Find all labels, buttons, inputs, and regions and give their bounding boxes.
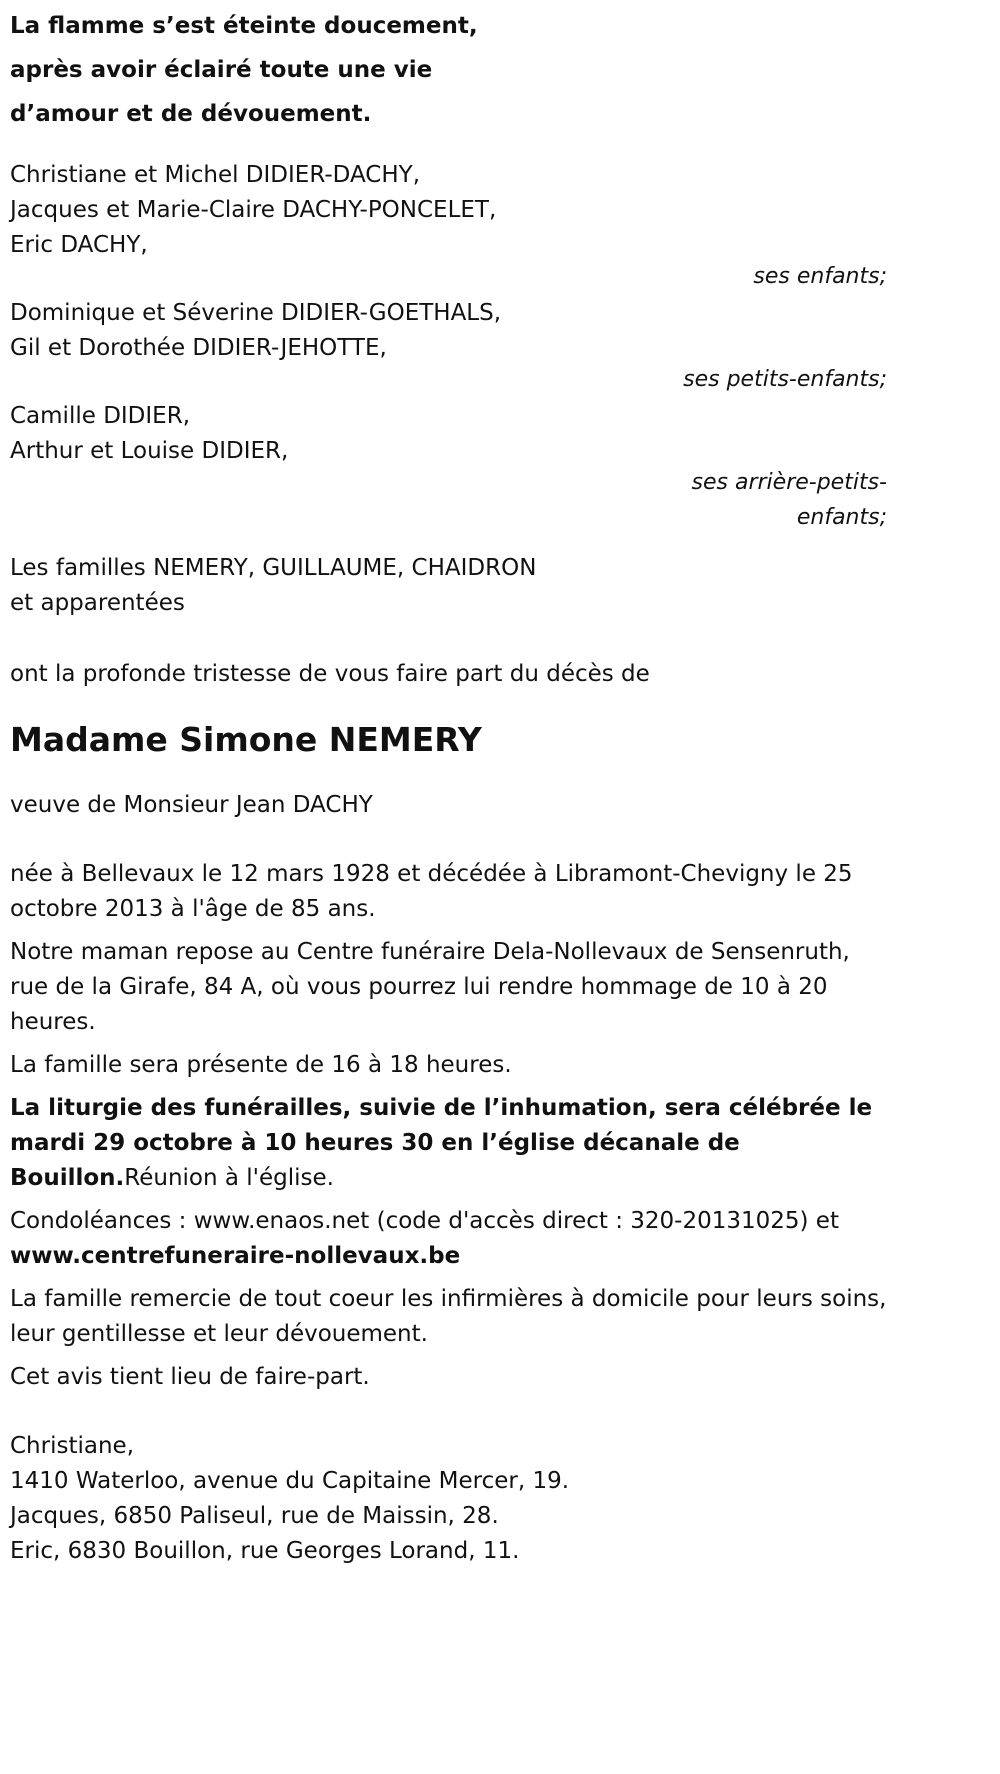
family-member: Dominique et Séverine DIDIER-GOETHALS, — [10, 300, 502, 326]
condolences — [10, 1204, 895, 1274]
families-line: Les familles NEMERY, GUILLAUME, CHAIDRON — [10, 555, 537, 581]
family-member: Jacques et Marie-Claire DACHY-PONCELET, — [10, 197, 497, 223]
family-member: Eric DACHY, — [10, 232, 148, 258]
notice: Cet avis tient lieu de faire-part. — [10, 1364, 370, 1390]
relationship-label: ses petits-enfants; — [683, 367, 887, 392]
address-line: 1410 Waterloo, avenue du Capitaine Mercer, 19. — [10, 1468, 570, 1494]
deceased-name: Madame Simone NEMERY — [10, 720, 482, 759]
birth-death-info: née à Bellevaux le 12 mars 1928 et décédée à Libramont-Chevigny le 25 octobre 2013 à l'âge de 85 ans. — [10, 861, 853, 922]
family-group-great-grandchildren — [10, 399, 895, 535]
condolences-text: Condoléances : www.enaos.net (code d'accès direct : 320-20131025) et — [10, 1208, 839, 1234]
funeral-details: La liturgie des funérailles, suivie de l’inhumation, sera célébrée le mardi 29 octobre à 10 heures 30 en l’église décanale de Bouillon. — [10, 1095, 873, 1191]
rest-location: Notre maman repose au Centre funéraire Dela-Nollevaux de Sensenruth, rue de la Girafe, 84 A, où vous pourrez lui rendre hommage de 10 à 20 heures. — [10, 939, 850, 1035]
widow-of: veuve de Monsieur Jean DACHY — [10, 792, 373, 818]
condolences-website-link[interactable]: www.centrefuneraire-nollevaux.be — [10, 1243, 461, 1269]
epigraph — [10, 4, 895, 136]
thanks: La famille remercie de tout coeur les infirmières à domicile pour leurs soins, leur gentillesse et leur dévouement. — [10, 1286, 887, 1347]
announcement: ont la profonde tristesse de vous faire part du décès de — [10, 661, 650, 687]
family-member: Christiane et Michel DIDIER-DACHY, — [10, 162, 421, 188]
family-member: Gil et Dorothée DIDIER-JEHOTTE, — [10, 335, 387, 361]
relationship-label-line: ses arrière-petits- — [691, 470, 887, 495]
funeral-info — [10, 1091, 895, 1196]
addresses — [10, 1429, 895, 1569]
address-line: Eric, 6830 Bouillon, rue Georges Lorand, 11. — [10, 1538, 520, 1564]
epigraph-line: d’amour et de dévouement. — [10, 101, 372, 127]
relationship-label-line: enfants; — [796, 505, 887, 530]
family-presence: La famille sera présente de 16 à 18 heures. — [10, 1052, 512, 1078]
address-line: Jacques, 6850 Paliseul, rue de Maissin, 28. — [10, 1503, 499, 1529]
funeral-meeting: Réunion à l'église. — [124, 1165, 334, 1191]
extended-families — [10, 551, 895, 621]
epigraph-line: La flamme s’est éteinte doucement, — [10, 13, 478, 39]
family-member: Camille DIDIER, — [10, 403, 191, 429]
family-group-grandchildren — [10, 296, 895, 397]
families-line: et apparentées — [10, 590, 185, 616]
address-line: Christiane, — [10, 1433, 135, 1459]
relationship-label: ses enfants; — [753, 264, 887, 289]
epigraph-line: après avoir éclairé toute une vie — [10, 57, 433, 83]
family-member: Arthur et Louise DIDIER, — [10, 438, 289, 464]
relationship-label — [687, 465, 895, 535]
family-group-children — [10, 158, 895, 294]
